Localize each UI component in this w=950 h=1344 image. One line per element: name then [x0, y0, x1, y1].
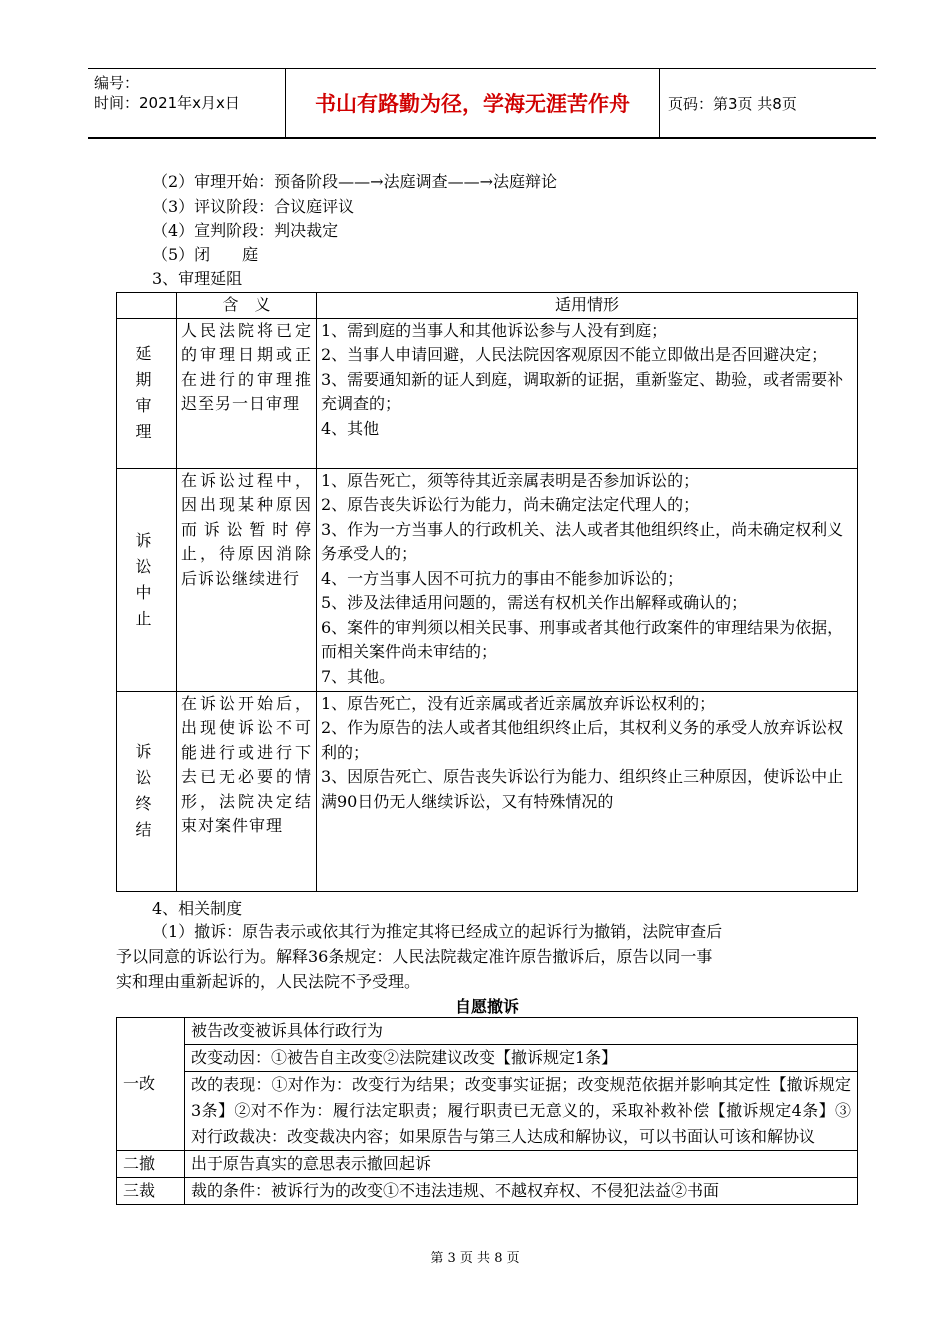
case-item: 3、作为一方当事人的行政机关、法人或者其他组织终止，尚未确定权利义务承受人的； [321, 519, 844, 563]
case-item: 2、原告丧失诉讼行为能力，尚未确定法定代理人的； [321, 495, 700, 514]
table-row [117, 1045, 858, 1072]
table-header-row [117, 293, 858, 319]
table-row [117, 1018, 858, 1045]
document-number: 编号： [94, 74, 140, 92]
case-item: 1、需到庭的当事人和其他诉讼参与人没有到庭； [321, 320, 668, 340]
page-header [88, 68, 876, 139]
table-row [117, 1178, 858, 1205]
case-item: 7、其他。 [321, 666, 396, 686]
document-date: 时间：2021年x月x日 [94, 94, 240, 112]
value-cell: 改变动因：①被告自主改变②法院建议改变【撤诉规定1条】 [185, 1045, 858, 1072]
trial-delay-table [116, 292, 858, 892]
table-row [117, 318, 858, 468]
case-item: 1、原告死亡，须等待其近亲属表明是否参加诉讼的； [321, 470, 700, 490]
term-cell: 延 期 审 理 [117, 318, 177, 468]
intro-line: （3）评议阶段：合议庭评议 [152, 197, 355, 216]
table-row [117, 1151, 858, 1178]
intro-line: （4）宣判阶段：判决裁定 [152, 221, 339, 240]
case-item: 4、其他 [321, 418, 380, 438]
value-cell: 改的表现：①对作为：改变行为结果；改变事实证据；改变规范依据并影响其定性【撤诉规定3条】②对不作为：履行法定职责；履行职责已无意义的，采取补救补偿【撤诉规定4条】③对行政裁决：改变裁决内容；如果原告与第三人达成和解协议，可以书面认可该和解协议 [185, 1072, 858, 1151]
paragraph-line: （1）撤诉：原告表示或依其行为推定其将已经成立的起诉行为撤销，法院审查后 [152, 922, 723, 941]
key-cell: 一改 [117, 1018, 185, 1151]
case-item: 3、因原告死亡、原告丧失诉讼行为能力、组织终止三种原因，使诉讼中止满90日仍无人继续诉讼，又有特殊情况的 [321, 767, 844, 811]
header-info [88, 69, 286, 137]
paragraph-line: 实和理由重新起诉的，人民法院不予受理。 [116, 972, 421, 991]
header-page-number: 页码：第3页 共8页 [668, 94, 797, 113]
intro-line: （2）审理开始：预备阶段——→法庭调查——→法庭辩论 [152, 172, 557, 191]
case-item: 2、作为原告的法人或者其他组织终止后，其权利义务的承受人放弃诉讼权利的； [321, 718, 844, 762]
case-item: 5、涉及法律适用问题的，需送有权机关作出解释或确认的； [321, 593, 748, 612]
cases-cell [317, 691, 858, 891]
meaning-cell: 在诉讼开始后，出现使诉讼不可能进行或进行下去已无必要的情形，法院决定结束对案件审理 [177, 691, 317, 891]
term-cell: 诉 讼 终 结 [117, 691, 177, 891]
value-cell: 裁的条件：被诉行为的改变①不违法违规、不越权弃权、不侵犯法益②书面 [185, 1178, 858, 1205]
value-cell: 被告改变被诉具体行政行为 [185, 1018, 858, 1045]
value-cell: 出于原告真实的意思表示撤回起诉 [185, 1151, 858, 1178]
intro-line: （5）闭 庭 [152, 245, 259, 264]
case-item: 1、原告死亡，没有近亲属或者近亲属放弃诉讼权利的； [321, 693, 716, 713]
table-row [117, 468, 858, 691]
section-heading: 4、相关制度 [152, 899, 243, 918]
meaning-cell: 在诉讼过程中，因出现某种原因而诉讼暂时停止，待原因消除后诉讼继续进行 [177, 468, 317, 691]
header-cell: 适用情形 [317, 293, 858, 319]
case-item: 3、需要通知新的证人到庭，调取新的证据，重新鉴定、勘验，或者需要补充调查的； [321, 369, 844, 413]
page-footer: 第 3 页 共 8 页 [430, 1251, 520, 1266]
cases-cell [317, 318, 858, 468]
cases-cell [317, 468, 858, 691]
meaning-cell: 人民法院将已定的审理日期或正在进行的审理推迟至另一日审理 [177, 318, 317, 468]
header-cell [117, 293, 177, 319]
header-motto: 书山有路勤为径，学海无涯苦作舟 [286, 69, 660, 137]
table-caption: 自愿撤诉 [454, 997, 519, 1016]
voluntary-withdrawal-table [116, 1017, 858, 1205]
header-cell: 含 义 [177, 293, 317, 319]
key-cell: 三裁 [117, 1178, 185, 1205]
case-item: 2、当事人申请回避，人民法院因客观原因不能立即做出是否回避决定； [321, 345, 828, 364]
case-item: 4、一方当事人因不可抗力的事由不能参加诉讼的； [321, 568, 684, 588]
section-heading: 3、审理延阻 [152, 269, 243, 288]
table-row [117, 1072, 858, 1151]
table-row [117, 691, 858, 891]
case-item: 6、案件的审判须以相关民事、刑事或者其他行政案件的审理结果为依据，而相关案件尚未审结的； [321, 617, 844, 661]
key-cell: 二撤 [117, 1151, 185, 1178]
paragraph-line: 予以同意的诉讼行为。解释36条规定：人民法院裁定准许原告撤诉后，原告以同一事 [116, 947, 713, 966]
term-cell: 诉 讼 中 止 [117, 468, 177, 691]
